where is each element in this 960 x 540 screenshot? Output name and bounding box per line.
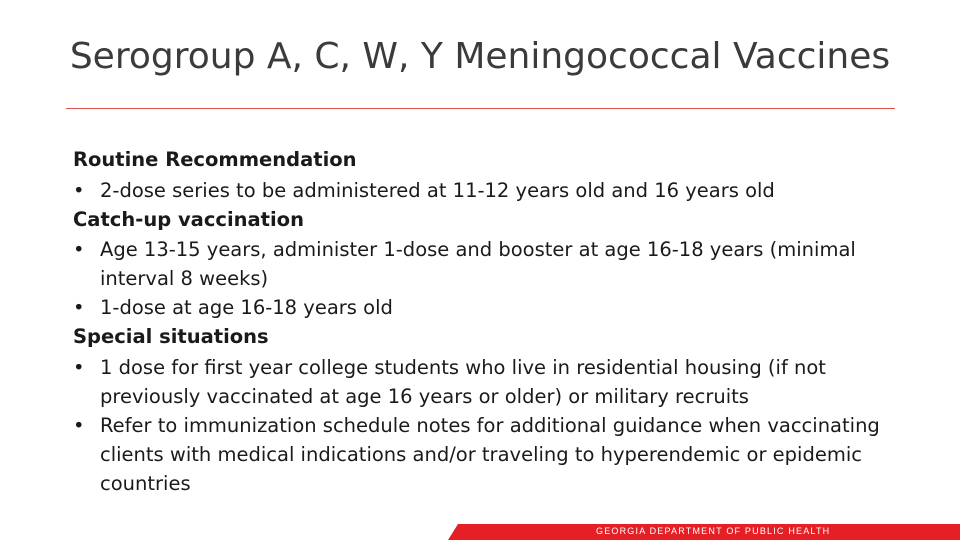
slide-body xyxy=(73,145,903,498)
section-heading-routine: Routine Recommendation xyxy=(73,148,357,171)
bullet-icon: • xyxy=(73,178,85,202)
bullet-icon: • xyxy=(73,296,85,319)
bullet-text: 1 dose for first year college students who live in residential housing (if not previously vaccinated at age 16 years or older) or military recruits xyxy=(100,355,826,408)
bullet-icon: • xyxy=(73,238,85,261)
bullet-icon: • xyxy=(73,355,85,379)
bullet-icon: • xyxy=(73,413,85,437)
footer-organization: GEORGIA DEPARTMENT OF PUBLIC HEALTH xyxy=(596,526,831,536)
list-item xyxy=(73,176,903,205)
bullet-text: Age 13-15 years, administer 1-dose and booster at age 16-18 years (minimal interval 8 weeks) xyxy=(100,238,856,290)
section-heading-special: Special situations xyxy=(73,325,269,348)
list-item xyxy=(73,353,903,411)
bullet-text: 1-dose at age 16-18 years old xyxy=(100,296,393,319)
bullet-text: Refer to immunization schedule notes for additional guidance when vaccinating clients with medical indications and/or traveling to hyperendemic or epidemic countries xyxy=(100,413,880,495)
list-item xyxy=(73,411,903,498)
list-item xyxy=(73,293,903,322)
title-divider xyxy=(66,108,895,109)
list-item xyxy=(73,235,903,293)
slide-title: Serogroup A, C, W, Y Meningococcal Vaccines xyxy=(69,36,891,77)
section-heading-catch-up: Catch-up vaccination xyxy=(73,207,304,231)
bullet-text: 2-dose series to be administered at 11-12 years old and 16 years old xyxy=(100,178,775,202)
